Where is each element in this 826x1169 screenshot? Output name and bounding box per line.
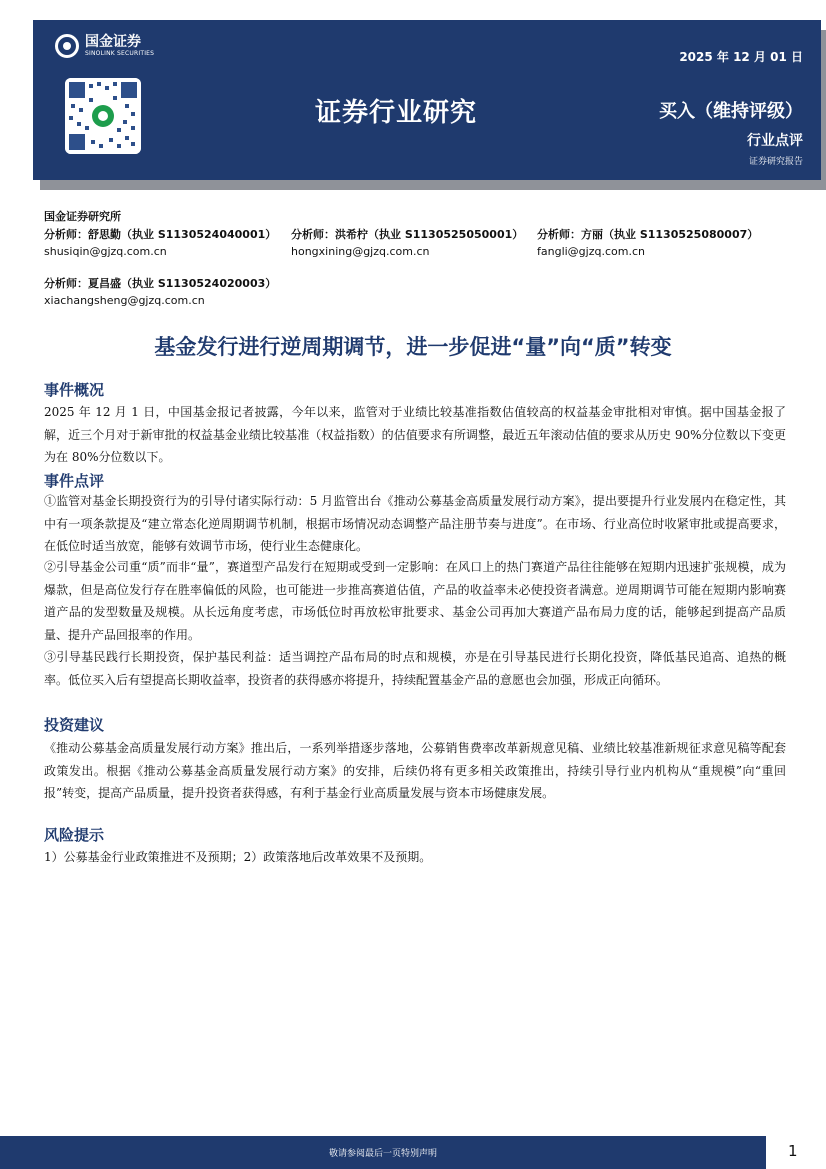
advice-paragraph: 《推动公募基金高质量发展行动方案》推出后，一系列举措逐步落地，公募销售费率改革新规意见稿、业绩比较基准新规征求意见稿等配套政策发出。根据《推动公募基金高质量发展行动方案》的安排，后续仍将有更多相关政策推出，持续引导行业内机构从“重规模”向“重回报”转变，提高产品质量，提升投资者获得感，有利于基金行业高质量发展与资本市场健康发展。 bbox=[44, 741, 786, 800]
analyst-card bbox=[537, 226, 758, 260]
report-subtitle: 证券研究报告 bbox=[748, 157, 803, 167]
analyst-card bbox=[44, 275, 276, 309]
rating: 买入（维持评级） bbox=[659, 101, 803, 122]
analyst-name: 分析师：洪希柠（执业 S1130525050001） bbox=[291, 228, 524, 241]
report-date: 2025 年 12 月 01 日 bbox=[679, 50, 803, 64]
section-title-comment: 事件点评 bbox=[44, 472, 105, 490]
analyst-name: 分析师：方丽（执业 S1130525080007） bbox=[537, 228, 759, 241]
comment-paragraph-1: ①监管对基金长期投资行为的引导付诸实际行动：5 月监管出台《推动公募基金高质量发展行动方案》，提出要提升行业发展内在稳定性，其中有一项条款提及“建立常态化逆周期调节机制，根据市场情况动态调整产品注册节奏与进度”。在市场、行业高位时收紧审批或提高要求，在低位时适当放宽，能够有效调节市场，使行业生态健康化。 bbox=[44, 494, 786, 553]
section-title-risk: 风险提示 bbox=[44, 826, 105, 844]
section-title-advice: 投资建议 bbox=[44, 716, 105, 734]
overview-paragraph: 2025 年 12 月 1 日，中国基金报记者披露，今年以来，监管对于业绩比较基准指数估值较高的权益基金审批相对审慎。据中国基金报了解，近三个月对于新审批的权益基金业绩比较基准（权益指数）的估值要求有所调整，最近五年滚动估值的要求从历史 90%分位数以下变更为在 80%分位数以下。 bbox=[44, 405, 786, 464]
page-number: 1 bbox=[788, 1142, 798, 1160]
analyst-email[interactable]: shusiqin@gjzq.com.cn bbox=[44, 245, 167, 258]
analyst-name: 分析师：夏昌盛（执业 S1130524020003） bbox=[44, 277, 277, 290]
section-title-overview: 事件概况 bbox=[44, 381, 105, 399]
report-headline: 基金发行进行逆周期调节，进一步促进“量”向“质”转变 bbox=[154, 335, 672, 359]
logo-name-cn: 国金证券 bbox=[85, 34, 141, 50]
logo-name-en: SINOLINK SECURITIES bbox=[85, 50, 155, 57]
report-series-title: 证券行业研究 bbox=[315, 98, 478, 128]
report-header bbox=[33, 20, 821, 180]
footer-disclaimer[interactable]: 敬请参阅最后一页特别声明 bbox=[328, 1149, 437, 1159]
sinolink-logo-icon bbox=[55, 34, 79, 58]
analyst-card bbox=[44, 226, 276, 260]
analyst-email[interactable]: hongxining@gjzq.com.cn bbox=[291, 245, 430, 258]
company-logo bbox=[55, 34, 154, 58]
wechat-qr-code bbox=[65, 78, 141, 154]
comment-paragraph-3: ③引导基民践行长期投资，保护基民利益：适当调控产品布局的时点和规模，亦是在引导基民进行长期化投资，降低基民追高、追热的概率。低位买入后有望提高长期收益率，投资者的获得感亦将提升，持续配置基金产品的意愿也会加强，形成正向循环。 bbox=[44, 650, 786, 687]
analyst-email[interactable]: xiachangsheng@gjzq.com.cn bbox=[44, 294, 205, 307]
comment-paragraph-2: ②引导基金公司重“质”而非“量”，赛道型产品发行在短期或受到一定影响：在风口上的热门赛道产品往往能够在短期内迅速扩张规模，成为爆款，但是高位发行存在胜率偏低的风险，也可能进一步推高赛道估值，产品的收益率未必使投资者满意。逆周期调节可能在短期内影响赛道产品的发型数量及规模。从长远角度考虑，市场低位时再放松审批要求、基金公司再加大赛道产品布局力度的话，能够起到提高产品质量、提升产品回报率的作用。 bbox=[44, 560, 786, 642]
research-institute: 国金证券研究所 bbox=[44, 210, 121, 223]
report-type: 行业点评 bbox=[747, 133, 803, 149]
analyst-email[interactable]: fangli@gjzq.com.cn bbox=[537, 245, 645, 258]
analyst-card bbox=[291, 226, 523, 260]
risk-paragraph: 1）公募基金行业政策推进不及预期；2）政策落地后改革效果不及预期。 bbox=[44, 850, 432, 864]
analyst-name: 分析师：舒思勤（执业 S1130524040001） bbox=[44, 228, 277, 241]
